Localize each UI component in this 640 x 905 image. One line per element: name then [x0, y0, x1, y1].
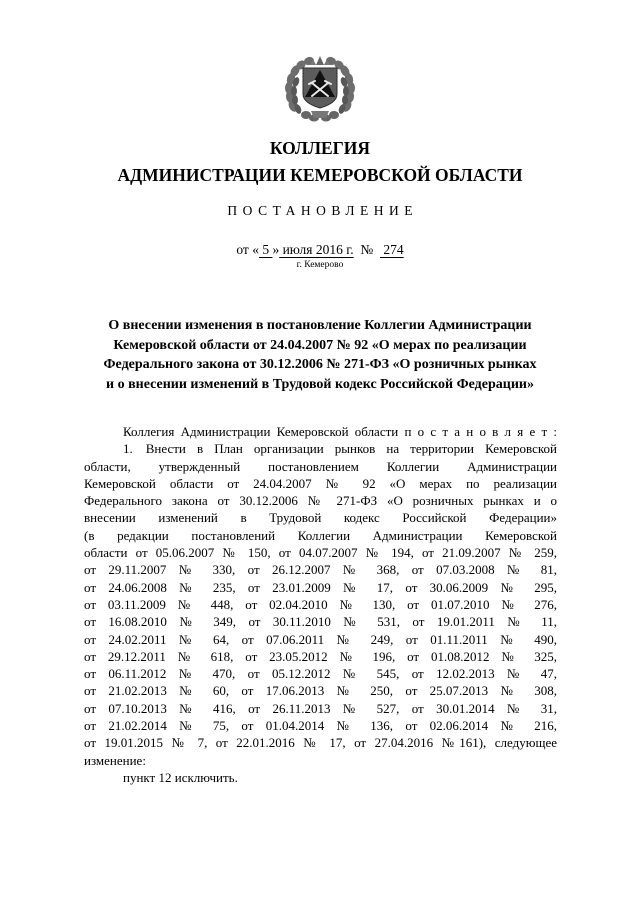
- body-line: от 07.10.2013 № 416, от 26.11.2013 № 527, от 30.01.2014 № 31,: [84, 700, 557, 716]
- body-line: Коллегия Администрации Кемеровской области п о с т а н о в л я е т :: [123, 424, 557, 439]
- body-line: (в редакции постановлений Коллегии Администрации Кемеровской: [84, 527, 557, 543]
- body-line: от 06.11.2012 № 470, от 05.12.2012 № 545, от 12.02.2013 № 47,: [84, 666, 557, 682]
- body-line: пункт 12 исключить.: [123, 769, 238, 785]
- kemerovo-coat-of-arms-icon: [0, 0, 640, 122]
- body-line: изменение:: [84, 752, 146, 768]
- date-close-quote: »: [272, 242, 280, 257]
- date-prefix: от «: [236, 242, 259, 257]
- document-type-heading: ПОСТАНОВЛЕНИЕ: [227, 203, 419, 218]
- body-line: внесении изменений в Трудовой кодекс Российской Федерации»: [84, 510, 557, 526]
- body-line: от 21.02.2014 № 75, от 01.04.2014 № 136, от 02.06.2014 № 216,: [84, 718, 557, 734]
- body-line: от 03.11.2009 № 448, от 02.04.2010 № 130, от 01.07.2010 № 276,: [84, 596, 557, 612]
- title-line: Федерального закона от 30.12.2006 № 271-ФЗ «О розничных рынках: [103, 357, 537, 372]
- org-name-line2: АДМИНИСТРАЦИИ КЕМЕРОВСКОЙ ОБЛАСТИ: [117, 165, 523, 185]
- date-month-year: июля 2016 г.: [279, 242, 354, 257]
- body-line: области от 05.06.2007 № 150, от 04.07.2007 № 194, от 21.09.2007 № 259,: [84, 545, 557, 561]
- body-line: области, утвержденный постановлением Коллегии Администрации: [84, 458, 557, 474]
- body-line: от 21.02.2013 № 60, от 17.06.2013 № 250, от 25.07.2013 № 308,: [84, 683, 557, 699]
- body-line: от 24.06.2008 № 235, от 23.01.2009 № 17, от 30.06.2009 № 295,: [84, 579, 557, 595]
- body-line: Кемеровской области от 24.04.2007 № 92 «О мерах по реализации: [84, 475, 557, 491]
- org-name-line1: КОЛЛЕГИЯ: [269, 138, 371, 158]
- document-body: [0, 423, 640, 786]
- body-line: от 29.12.2011 № 618, от 23.05.2012 № 196, от 01.08.2012 № 325,: [84, 648, 557, 664]
- body-line: 1. Внести в План организации рынков на территории Кемеровской: [123, 441, 557, 457]
- number-sign: №: [353, 242, 381, 257]
- body-line: от 16.08.2010 № 349, от 30.11.2010 № 531, от 19.01.2011 № 11,: [84, 614, 557, 630]
- title-line: О внесении изменения в постановление Коллегии Администрации: [108, 318, 532, 333]
- date-day: 5: [258, 242, 273, 257]
- document-title: [0, 316, 640, 394]
- body-line: от 19.01.2015 № 7, от 22.01.2016 № 17, от 27.04.2016 №161), следующее: [84, 735, 557, 751]
- body-line: от 24.02.2011 № 64, от 07.06.2011 № 249, от 01.11.2011 № 490,: [84, 631, 557, 647]
- place-line: г. Кемерово: [296, 260, 344, 270]
- date-line: [0, 242, 640, 258]
- title-line: и о внесении изменений в Трудовой кодекс Российской Федерации»: [106, 376, 534, 392]
- title-line: Кемеровской области от 24.04.2007 № 92 «О мерах по реализации: [113, 337, 527, 353]
- org-name: [0, 135, 640, 189]
- body-line: Федерального закона от 30.12.2006 № 271-ФЗ «О розничных рынках и о: [84, 493, 557, 509]
- body-line: от 29.11.2007 № 330, от 26.12.2007 № 368, от 07.03.2008 № 81,: [84, 562, 557, 578]
- document-number: 274: [380, 242, 404, 257]
